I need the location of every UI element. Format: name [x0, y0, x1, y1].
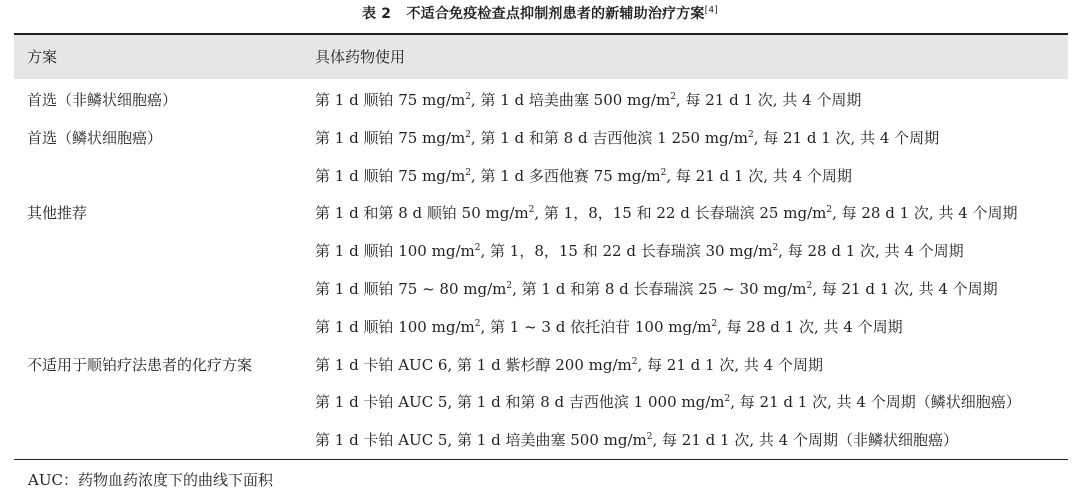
superscript: 2 — [465, 129, 471, 140]
text-segment: 第 1 d 顺铂 100 mg/m — [315, 242, 475, 261]
row-drug-usage — [315, 347, 823, 384]
text-segment: , 每 21 d 1 次, 共 4 个周期 — [637, 355, 823, 374]
text-segment: 第 1 d 卡铂 AUC 5, 第 1 d 培美曲塞 500 mg/m — [315, 431, 647, 450]
text-segment: 第 1 d 和第 8 d 顺铂 50 mg/m — [315, 204, 529, 223]
row-drug-usage — [315, 158, 852, 195]
row-drug-usage — [315, 233, 964, 270]
text-segment: , 第 1，8，15 和 22 d 长春瑞滨 25 mg/m — [534, 204, 827, 223]
row-drug-usage — [315, 82, 861, 119]
superscript: 2 — [747, 129, 754, 140]
superscript: 2 — [806, 281, 813, 291]
table-caption — [0, 4, 1080, 24]
text-segment: , 每 28 d 1 次, 共 4 个周期 — [778, 242, 964, 261]
superscript: 2 — [724, 394, 731, 405]
table-row — [14, 347, 1068, 384]
table-row — [14, 271, 1068, 308]
superscript: 2 — [660, 167, 667, 178]
table-row — [14, 120, 1068, 157]
superscript: 2 — [465, 92, 471, 102]
text-segment: , 第 1 ~ 3 d 依托泊苷 100 mg/m — [480, 317, 712, 336]
table-header — [14, 35, 1068, 79]
superscript: 2 — [711, 318, 718, 329]
superscript: 2 — [772, 243, 779, 254]
row-drug-usage — [315, 120, 939, 157]
superscript: 2 — [528, 205, 535, 216]
reference-mark: [4] — [704, 5, 718, 16]
superscript: 2 — [465, 167, 471, 178]
text-segment: , 每 21 d 1 次, 共 4 个周期 — [812, 280, 998, 298]
table-title: 不适合免疫检查点抑制剂患者的新辅助治疗方案 — [406, 6, 705, 22]
superscript: 2 — [506, 281, 513, 291]
table-row — [14, 422, 1068, 459]
table-number: 表 2 — [361, 6, 392, 22]
superscript: 2 — [826, 205, 833, 216]
superscript: 2 — [474, 318, 481, 329]
text-segment: 第 1 d 顺铂 75 mg/m — [315, 128, 466, 147]
text-segment: , 第 1，8，15 和 22 d 长春瑞滨 30 mg/m — [480, 242, 773, 261]
table-row — [14, 82, 1068, 119]
text-segment: , 每 21 d 1 次, 共 4 个周期（非鳞状细胞癌） — [652, 431, 958, 450]
text-segment: 第 1 d 顺铂 75 mg/m — [315, 166, 466, 185]
row-category: 不适用于顺铂疗法患者的化疗方案 — [27, 355, 253, 374]
row-category: 首选（非鳞状细胞癌） — [27, 91, 178, 109]
table-footnote: AUC：药物血药浓度下的曲线下面积 — [28, 471, 273, 489]
superscript: 2 — [670, 92, 676, 102]
text-segment: 第 1 d 卡铂 AUC 6, 第 1 d 紫杉醇 200 mg/m — [315, 355, 632, 374]
row-category: 首选（鳞状细胞癌） — [27, 128, 163, 147]
table-row — [14, 158, 1068, 195]
row-drug-usage — [315, 384, 1021, 421]
text-segment: , 第 1 d 多西他赛 75 mg/m — [470, 166, 661, 185]
header-scheme: 方案 — [27, 48, 58, 66]
table-row — [14, 233, 1068, 270]
table-row — [14, 195, 1068, 232]
text-segment: , 每 21 d 1 次, 共 4 个周期 — [675, 91, 862, 109]
text-segment: , 每 21 d 1 次, 共 4 个周期 — [753, 128, 940, 147]
text-segment: , 每 28 d 1 次, 共 4 个周期 — [717, 317, 903, 336]
row-drug-usage — [315, 309, 903, 346]
text-segment: , 第 1 d 和第 8 d 长春瑞滨 25 ~ 30 mg/m — [512, 280, 807, 298]
table-row — [14, 384, 1068, 421]
header-drug-usage: 具体药物使用 — [315, 48, 406, 66]
superscript: 2 — [646, 432, 653, 443]
table-row — [14, 309, 1068, 346]
text-segment: , 第 1 d 培美曲塞 500 mg/m — [470, 91, 671, 109]
text-segment: , 第 1 d 和第 8 d 吉西他滨 1 250 mg/m — [470, 128, 748, 147]
text-segment: 第 1 d 顺铂 75 mg/m — [315, 91, 466, 109]
text-segment: 第 1 d 卡铂 AUC 5, 第 1 d 和第 8 d 吉西他滨 1 000 mg/m — [315, 393, 725, 412]
superscript: 2 — [474, 243, 481, 254]
row-category: 其他推荐 — [27, 204, 88, 223]
text-segment: 第 1 d 顺铂 100 mg/m — [315, 317, 475, 336]
table-bottom-rule — [14, 459, 1068, 460]
text-segment: , 每 21 d 1 次, 共 4 个周期 — [666, 166, 852, 185]
text-segment: 第 1 d 顺铂 75 ~ 80 mg/m — [315, 280, 507, 298]
superscript: 2 — [631, 356, 638, 367]
text-segment: , 每 21 d 1 次, 共 4 个周期（鳞状细胞癌） — [730, 393, 1021, 412]
row-drug-usage — [315, 195, 1018, 232]
row-drug-usage — [315, 422, 958, 459]
text-segment: , 每 28 d 1 次, 共 4 个周期 — [832, 204, 1018, 223]
row-drug-usage — [315, 271, 998, 308]
